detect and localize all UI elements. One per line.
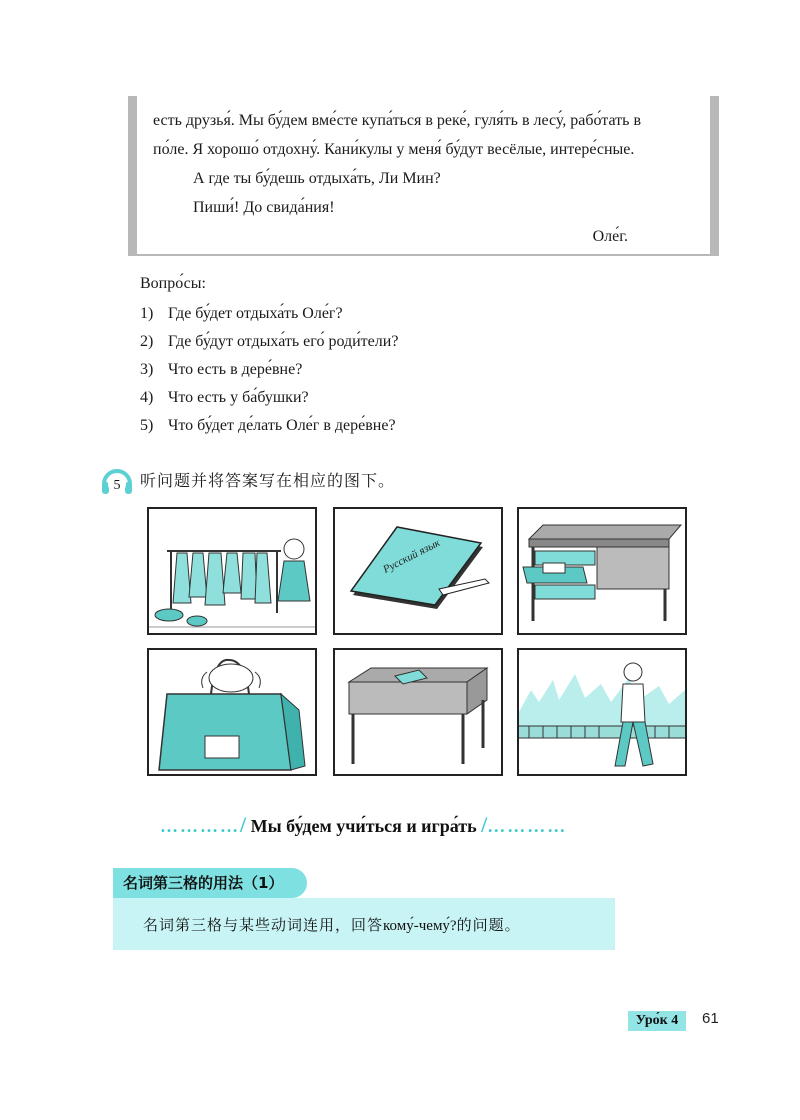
- page-number: 61: [702, 1010, 719, 1027]
- headphones-icon: [100, 462, 134, 498]
- section-slash-left: /: [240, 812, 247, 837]
- question-item: [140, 356, 398, 384]
- letter-line-4: Пиши́! До свида́ния!: [193, 199, 335, 216]
- question-number: 3): [140, 361, 154, 378]
- letter-line-2: по́ле. Я хорошо́ отдохну́. Кани́кулы у меня́ бу́дут весёлые, интере́сные.: [153, 141, 635, 158]
- question-text: Что есть у ба́бушки?: [168, 389, 309, 406]
- question-number: 5): [140, 417, 154, 434]
- question-number: 1): [140, 305, 154, 322]
- question-item: [140, 328, 398, 356]
- picture-desk-drawer[interactable]: [517, 507, 687, 635]
- picture-russian-book[interactable]: [333, 507, 503, 635]
- book-title: Русский язык: [381, 536, 443, 576]
- question-item: [140, 412, 398, 440]
- grammar-text-cn-1: 名词第三格与某些动词连用，回答: [143, 916, 384, 934]
- picture-clothes-rack[interactable]: [147, 507, 317, 635]
- questions-block: [140, 270, 398, 440]
- lesson-tag: Уро́к 4: [628, 1011, 686, 1031]
- section-slash-right: /: [481, 812, 488, 837]
- grammar-text-ru: кому́-чему́?: [383, 918, 457, 934]
- letter-line-3: А где ты бу́дешь отдыха́ть, Ли Мин?: [193, 170, 441, 187]
- letter-line-1: есть друзья́. Мы бу́дем вме́сте купа́ться в реке́, гуля́ть в лесу́, рабо́тать в: [153, 112, 642, 129]
- section-dots-right: …………: [487, 816, 568, 836]
- section-title: [160, 812, 680, 842]
- picture-walking-man[interactable]: [517, 648, 687, 776]
- question-number: 4): [140, 389, 154, 406]
- picture-bag[interactable]: [147, 648, 317, 776]
- section-dots-left: …………: [160, 816, 240, 836]
- exercise-5-header: [100, 462, 520, 502]
- question-text: Что есть в дере́вне?: [168, 361, 303, 378]
- question-number: 2): [140, 333, 154, 350]
- grammar-box: [113, 898, 615, 950]
- questions-title: Вопро́сы:: [140, 275, 206, 292]
- letter-box: [128, 96, 719, 256]
- exercise-instruction: 听问题并将答案写在相应的图下。: [140, 471, 396, 490]
- question-item: [140, 384, 398, 412]
- grammar-tab: 名词第三格的用法（1）: [113, 868, 307, 898]
- picture-table-phone[interactable]: [333, 648, 503, 776]
- letter-signature: Оле́г.: [592, 228, 628, 245]
- question-item: [140, 300, 398, 328]
- question-text: Что бу́дет де́лать Оле́г в дере́вне?: [168, 417, 396, 434]
- exercise-number: 5: [113, 478, 121, 493]
- question-text: Где бу́дет отдыха́ть Оле́г?: [168, 305, 343, 322]
- question-text: Где бу́дут отдыха́ть его́ роди́тели?: [168, 333, 399, 350]
- grammar-text-cn-2: 的问题。: [456, 916, 521, 934]
- section-title-text: Мы бу́дем учи́ться и игра́ть: [246, 816, 482, 836]
